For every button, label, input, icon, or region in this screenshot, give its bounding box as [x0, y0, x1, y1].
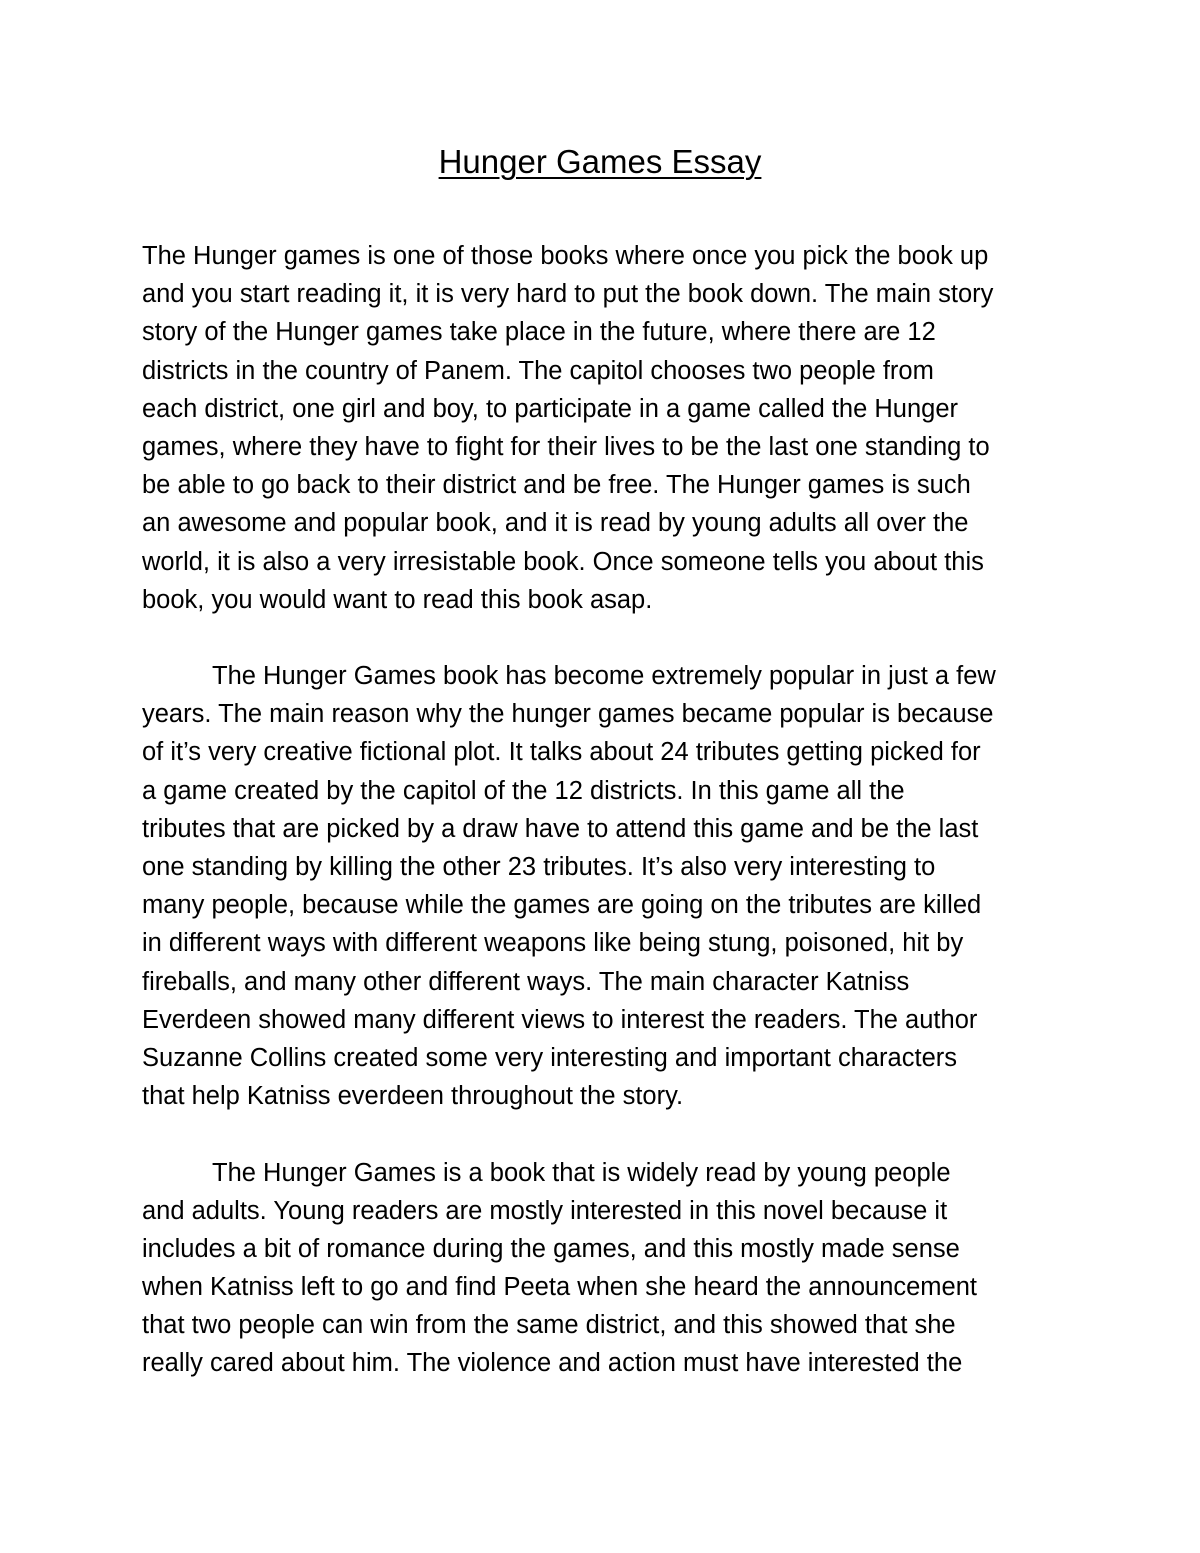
paragraph-line: of it’s very creative fictional plot. It talks about 24 tributes getting picked for	[142, 738, 981, 767]
paragraph-spacer	[142, 1115, 1082, 1153]
paragraph-line: games, where they have to fight for their lives to be the last one standing to	[142, 432, 990, 461]
paragraph-2	[142, 657, 1082, 1115]
paragraph-3	[142, 1154, 1082, 1383]
paragraph-line: The Hunger Games is a book that is widely read by young people	[212, 1158, 951, 1187]
paragraph-line: many people, because while the games are going on the tributes are killed	[142, 891, 982, 920]
paragraph-line: years. The main reason why the hunger games became popular is because	[142, 700, 994, 729]
paragraph-line: districts in the country of Panem. The capitol chooses two people from	[142, 356, 934, 385]
paragraph-1	[142, 237, 1082, 619]
paragraph-spacer	[142, 619, 1082, 657]
paragraph-line: The Hunger games is one of those books where once you pick the book up	[142, 242, 989, 270]
paragraph-line: The Hunger Games book has become extremely popular in just a few	[212, 662, 996, 691]
paragraph-line: be able to go back to their district and be free. The Hunger games is such	[142, 471, 971, 500]
essay-body	[142, 237, 1082, 1383]
paragraph-line: Suzanne Collins created some very interesting and important characters	[142, 1043, 957, 1072]
paragraph-line: book, you would want to read this book asap.	[142, 585, 653, 614]
paragraph-line: includes a bit of romance during the games, and this mostly made sense	[142, 1234, 960, 1263]
paragraph-line: fireballs, and many other different ways. The main character Katniss	[142, 967, 910, 996]
paragraph-line: Everdeen showed many different views to interest the readers. The author	[142, 1005, 978, 1034]
paragraph-line: that help Katniss everdeen throughout the story.	[142, 1082, 684, 1111]
paragraph-line: and you start reading it, it is very hard to put the book down. The main story	[142, 280, 994, 309]
paragraph-line: tributes that are picked by a draw have to attend this game and be the last	[142, 814, 979, 843]
paragraph-line: really cared about him. The violence and action must have interested the	[142, 1349, 963, 1378]
paragraph-line: when Katniss left to go and find Peeta when she heard the announcement	[142, 1273, 978, 1302]
paragraph-line: story of the Hunger games take place in the future, where there are 12	[142, 318, 936, 347]
paragraph-line: in different ways with different weapons like being stung, poisoned, hit by	[142, 929, 964, 958]
essay-title: Hunger Games Essay	[438, 143, 762, 180]
paragraph-line: a game created by the capitol of the 12 districts. In this game all the	[142, 776, 905, 805]
paragraph-line: one standing by killing the other 23 tributes. It’s also very interesting to	[142, 853, 936, 881]
paragraph-line: world, it is also a very irresistable book. Once someone tells you about this	[142, 547, 984, 576]
paragraph-line: each district, one girl and boy, to participate in a game called the Hunger	[142, 394, 958, 423]
paragraph-line: an awesome and popular book, and it is read by young adults all over the	[142, 509, 969, 538]
paragraph-line: and adults. Young readers are mostly interested in this novel because it	[142, 1196, 948, 1225]
paragraph-line: that two people can win from the same district, and this showed that she	[142, 1311, 956, 1340]
